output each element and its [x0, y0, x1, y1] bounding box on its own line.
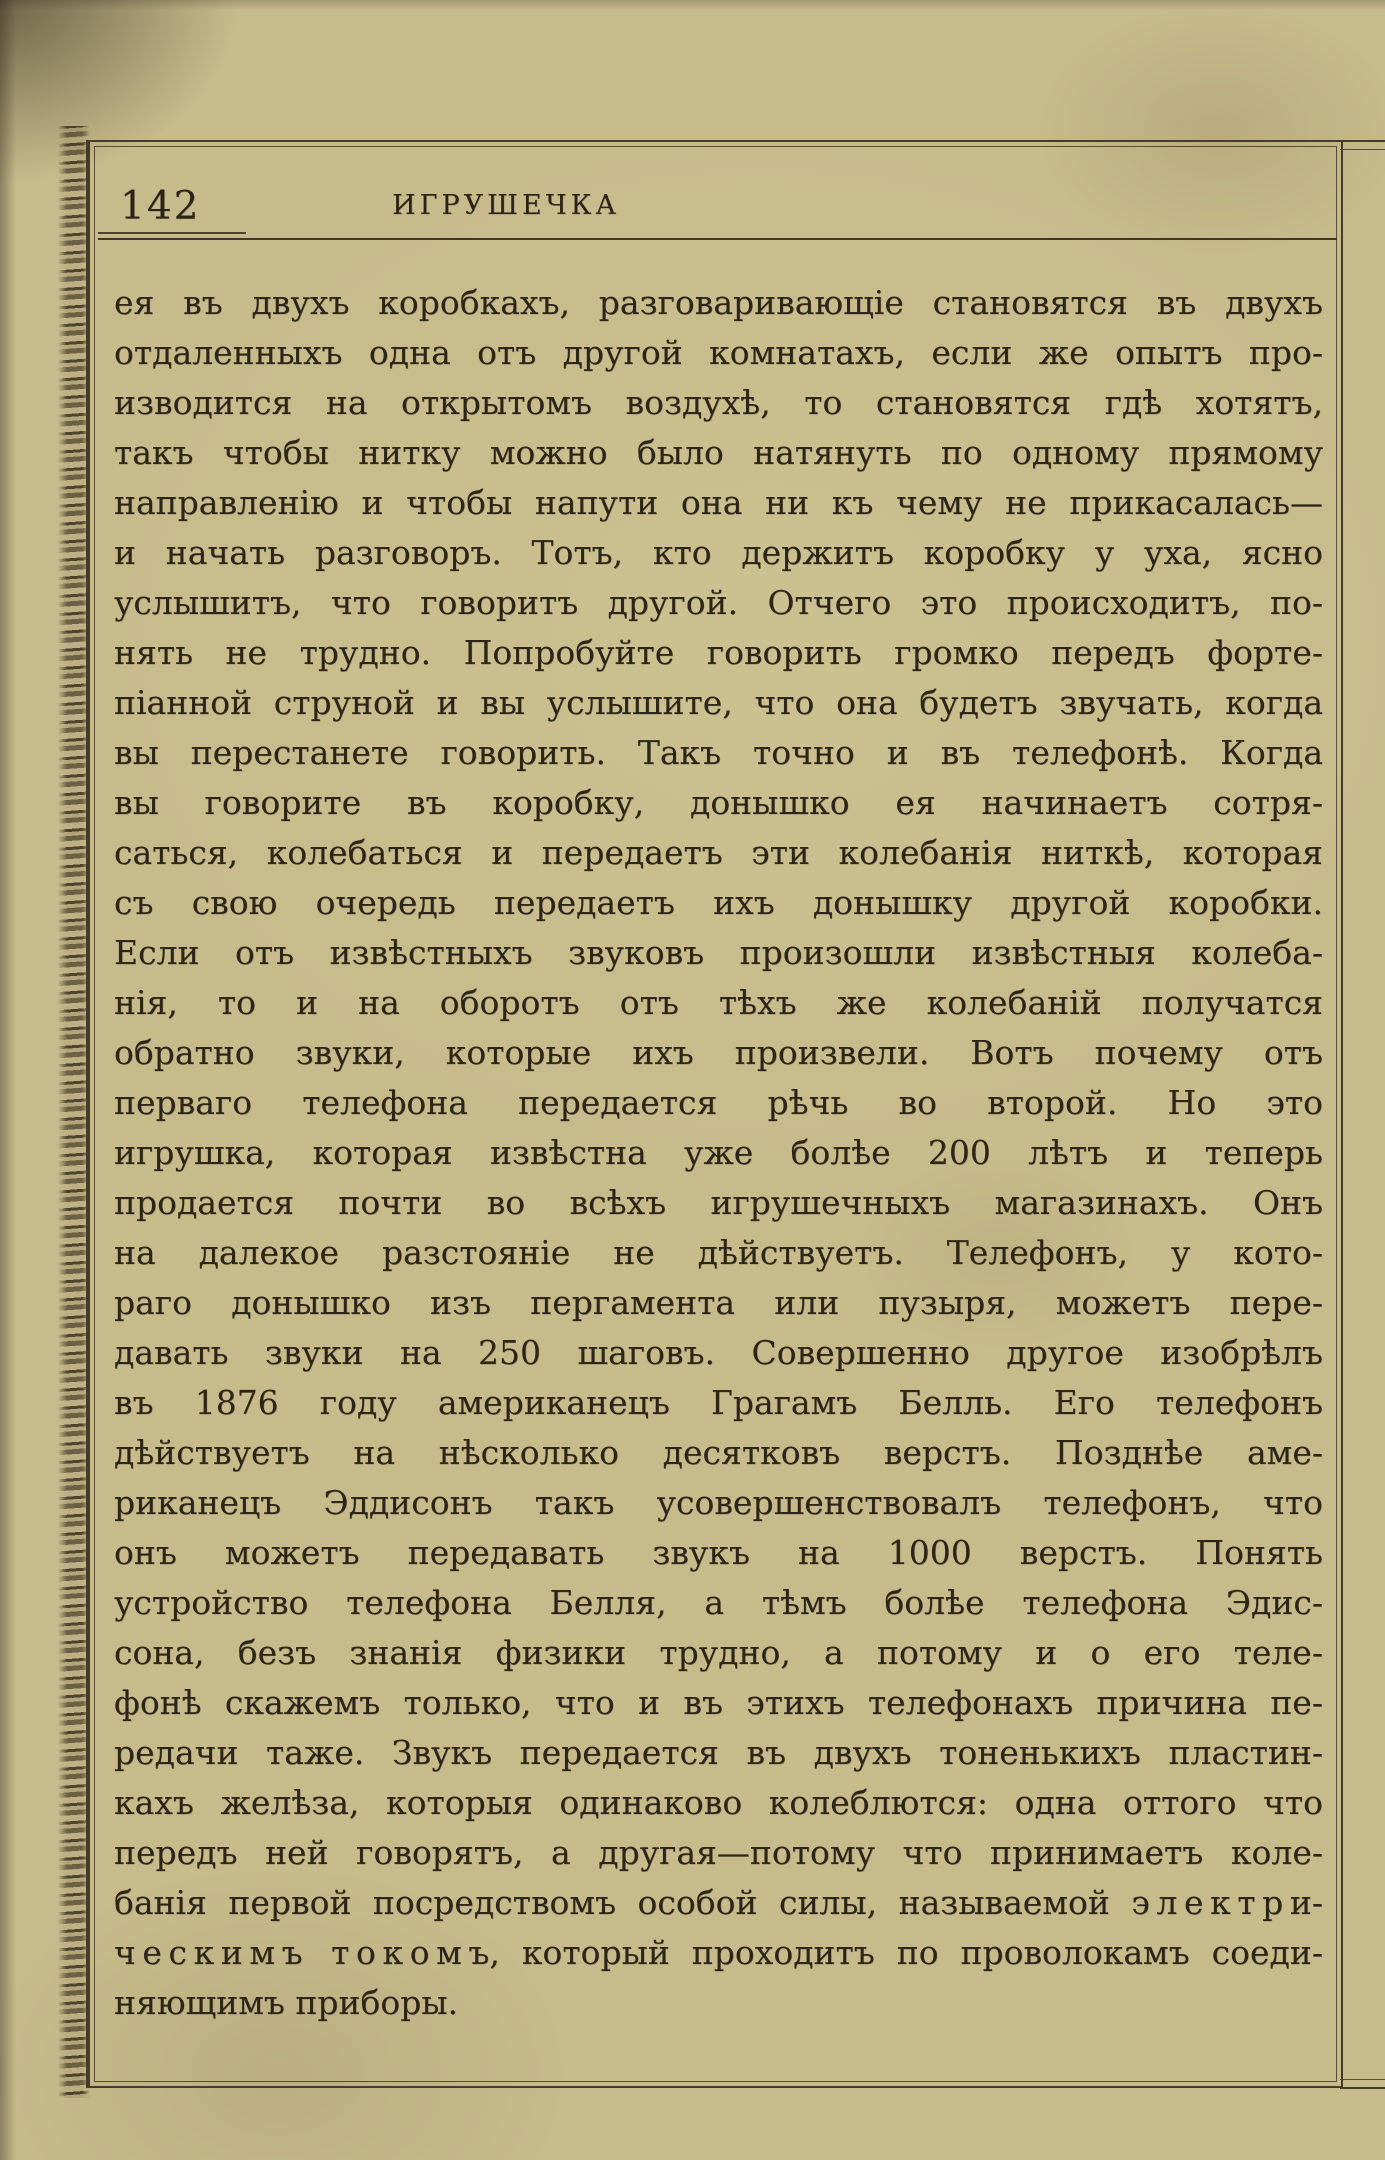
text-line: отдаленныхъ одна отъ другой комнатахъ, если же опытъ про-: [114, 333, 1323, 372]
text-line: онъ можетъ передавать звукъ на 1000 верстъ. Понять: [114, 1533, 1323, 1572]
text-line: банія первой посредствомъ особой силы, называемой э л е к т р и-: [114, 1883, 1323, 1922]
text-line: передъ ней говорятъ, а другая—потому что принимаетъ коле-: [114, 1833, 1323, 1872]
text-line: и начать разговоръ. Тотъ, кто держитъ коробку у уха, ясно: [114, 533, 1323, 572]
text-line: направленію и чтобы напути она ни къ чему не прикасалась—: [114, 483, 1323, 522]
text-line: давать звуки на 250 шаговъ. Совершенно другое изобрѣлъ: [114, 1333, 1323, 1372]
text-line: няющимъ приборы.: [114, 1983, 459, 2022]
text-line: перваго телефона передается рѣчь во второй. Но это: [114, 1083, 1323, 1122]
text-line: сона, безъ знанія физики трудно, а потому и о его теле-: [114, 1633, 1323, 1672]
text-line: раго донышко изъ пергамента или пузыря, можетъ пере-: [114, 1283, 1323, 1322]
bottom-border-extension: [1340, 2079, 1385, 2089]
text-line: дѣйствуетъ на нѣсколько десятковъ верстъ. Позднѣе аме-: [114, 1433, 1323, 1472]
text-line: ч е с к и м ъ т о к о м ъ, который проходитъ по проволокамъ соеди-: [114, 1933, 1323, 1972]
text-line: риканецъ Эддисонъ такъ усовершенствовалъ телефонъ, что: [114, 1483, 1323, 1522]
text-line: Если отъ извѣстныхъ звуковъ произошли извѣстныя колеба-: [114, 933, 1323, 972]
page-border-frame: [86, 140, 1343, 2088]
text-line: съ свою очередь передаетъ ихъ донышку другой коробки.: [114, 883, 1323, 922]
text-line: изводится на открытомъ воздухѣ, то становятся гдѣ хотятъ,: [114, 383, 1323, 422]
text-line: такъ чтобы нитку можно было натянуть по одному прямому: [114, 433, 1323, 472]
text-line: вы говорите въ коробку, донышко ея начинаетъ сотря-: [114, 783, 1323, 822]
text-line: на далекое разстояніе не дѣйствуетъ. Телефонъ, у кото-: [114, 1233, 1323, 1272]
text-line: вы перестанете говорить. Такъ точно и въ телефонѣ. Когда: [114, 733, 1323, 772]
body-text: [114, 278, 1323, 2028]
text-line: услышитъ, что говоритъ другой. Отчего это происходитъ, по-: [114, 583, 1323, 622]
text-line: піанной струной и вы услышите, что она будетъ звучать, когда: [114, 683, 1323, 722]
text-line: нять не трудно. Попробуйте говорить громко передъ форте-: [114, 633, 1323, 672]
header-rule: [98, 238, 1337, 240]
top-border-extension: [1340, 140, 1385, 150]
text-line: кахъ желѣза, которыя одинаково колеблются: одна оттого что: [114, 1783, 1323, 1822]
text-line: обратно звуки, которые ихъ произвели. Вотъ почему отъ: [114, 1033, 1323, 1072]
text-line: устройство телефона Белля, а тѣмъ болѣе телефона Эдис-: [114, 1583, 1323, 1622]
text-line: игрушка, которая извѣстна уже болѣе 200 лѣтъ и теперь: [114, 1133, 1323, 1172]
text-line: продается почти во всѣхъ игрушечныхъ магазинахъ. Онъ: [114, 1183, 1323, 1222]
running-title: ИГРУШЕЧКА: [392, 190, 620, 221]
page-number: 142: [120, 184, 201, 229]
text-line: нія, то и на оборотъ отъ тѣхъ же колебаній получатся: [114, 983, 1323, 1022]
text-line: ея въ двухъ коробкахъ, разговаривающіе становятся въ двухъ: [114, 283, 1323, 322]
text-line: фонѣ скажемъ только, что и въ этихъ телефонахъ причина пе-: [114, 1683, 1323, 1722]
text-line: редачи таже. Звукъ передается въ двухъ тоненькихъ пластин-: [114, 1733, 1323, 1772]
text-line: саться, колебаться и передаетъ эти колебанія ниткѣ, которая: [114, 833, 1323, 872]
page-header: [112, 184, 1323, 232]
text-line: въ 1876 году американецъ Грагамъ Белль. Его телефонъ: [114, 1383, 1323, 1422]
